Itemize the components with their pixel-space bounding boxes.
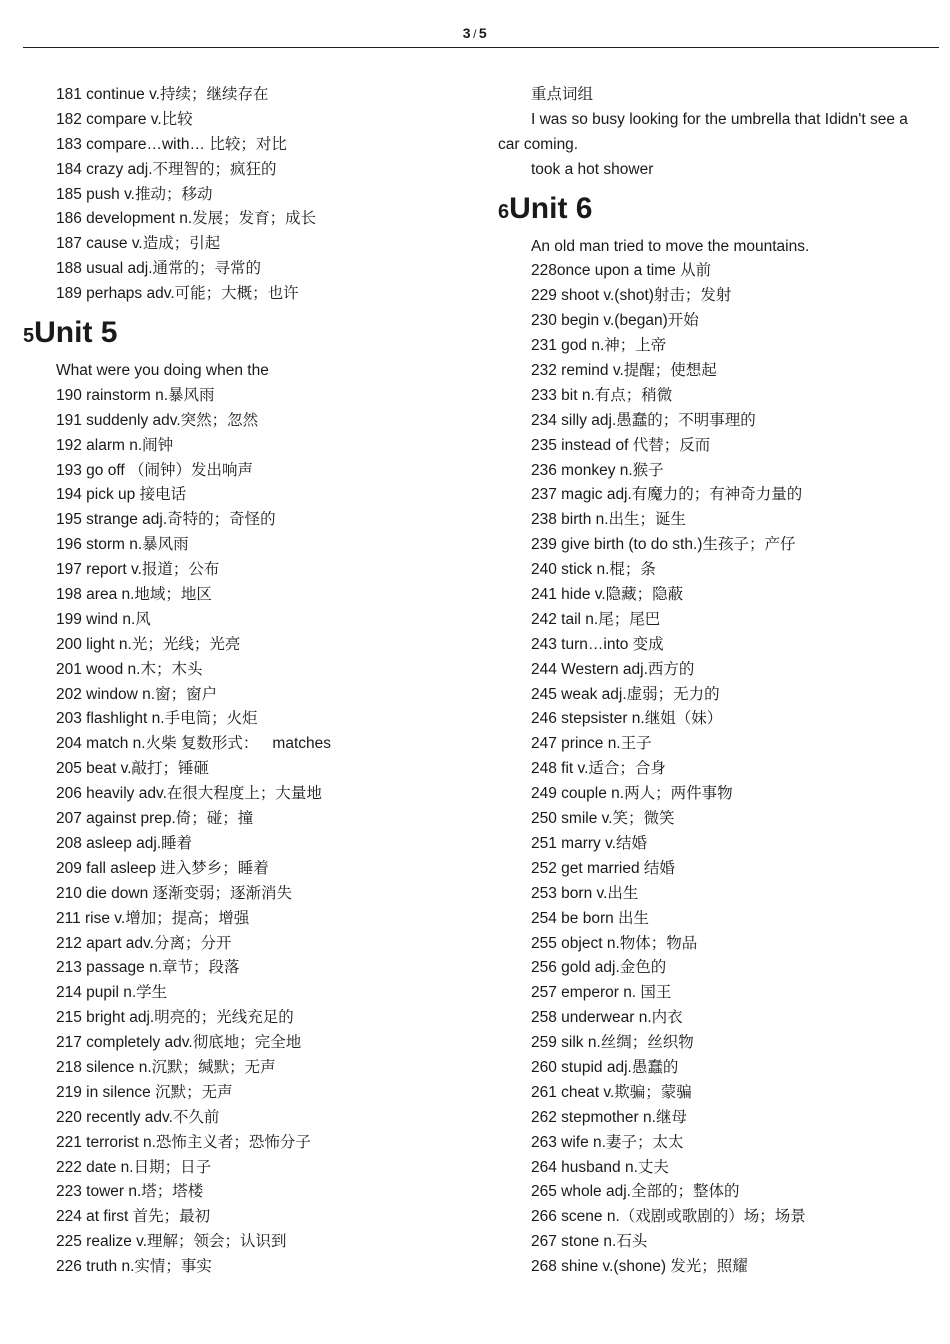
vocab-entry: 184 crazy adj.不理智的；疯狂的 — [56, 160, 277, 178]
vocab-entry: 215 bright adj.明亮的；光线充足的 — [56, 1009, 294, 1027]
vocab-entry: 262 stepmother n.继母 — [531, 1108, 687, 1126]
vocab-entry: 248 fit v.适合；合身 — [531, 760, 666, 778]
vocab-entry: 263 wife n.妻子；太太 — [531, 1133, 684, 1151]
vocab-entry: 219 in silence 沉默；无声 — [56, 1083, 233, 1101]
vocab-entry: 211 rise v.增加；提高；增强 — [56, 909, 250, 927]
vocab-entry: 196 storm n.暴风雨 — [56, 536, 189, 554]
vocab-entry-match — [23, 732, 473, 757]
vocab-entry: 201 wood n.木；木头 — [56, 660, 203, 678]
vocab-entry: 234 silly adj.愚蠢的；不明事理的 — [531, 411, 756, 429]
vocab-entry: 246 stepsister n.继姐（妹） — [531, 710, 723, 728]
vocab-entry: 249 couple n.两人；两件事物 — [531, 785, 733, 803]
vocab-entry: 240 stick n.棍；条 — [531, 561, 656, 579]
vocab-entry: 260 stupid adj.愚蠢的 — [531, 1058, 679, 1076]
vocab-entry: 247 prince n.王子 — [531, 735, 652, 753]
vocab-entry: 183 compare…with… 比较；对比 — [56, 135, 287, 153]
vocab-entry: 185 push v.推动；移动 — [56, 185, 213, 203]
vocab-entry: 194 pick up 接电话 — [56, 486, 187, 504]
vocab-entry: 235 instead of 代替；反而 — [531, 436, 711, 454]
vocab-entry: 202 window n.窗；窗户 — [56, 685, 218, 703]
right-column — [498, 83, 946, 1280]
vocab-entry: 187 cause v.造成；引起 — [56, 235, 221, 253]
page-current: 3 — [462, 25, 472, 41]
vocab-entry: 229 shoot v.(shot)射击；发射 — [531, 287, 732, 305]
unit-6-number: 6 — [498, 200, 510, 223]
vocab-entry: 252 get married 结婚 — [531, 859, 675, 877]
vocab-entry: 190 rainstorm n.暴风雨 — [56, 386, 215, 404]
vocab-entry: 268 shine v.(shone) 发光；照耀 — [531, 1258, 748, 1276]
left-column — [23, 83, 473, 1280]
vocab-entry: 213 passage n.章节；段落 — [56, 959, 240, 977]
vocab-entry: 217 completely adv.彻底地；完全地 — [56, 1034, 302, 1052]
header-rule — [23, 47, 939, 48]
vocab-entry: 208 asleep adj.睡着 — [56, 834, 193, 852]
vocab-entry: 186 development n.发展；发育；成长 — [56, 210, 317, 228]
unit-5-number: 5 — [23, 325, 35, 348]
key-phrases-label: 重点词组 — [531, 86, 594, 103]
vocab-entry: 197 report v.报道；公布 — [56, 561, 220, 579]
vocab-entry: 209 fall asleep 进入梦乡；睡着 — [56, 859, 269, 877]
vocab-entry: 258 underwear n.内衣 — [531, 1009, 683, 1027]
example-sentence-line-1: I was so busy looking for the umbrella that Ididn't see a — [531, 110, 908, 128]
vocab-entry: 200 light n.光；光线；光亮 — [56, 635, 241, 653]
vocab-entry: 233 bit n.有点；稍微 — [531, 386, 673, 404]
vocab-entry: 239 give birth (to do sth.)生孩子；产仔 — [531, 536, 796, 554]
vocab-entry: 221 terrorist n.恐怖主义者；恐怖分子 — [56, 1133, 311, 1151]
vocab-entry: 207 against prep.倚；碰；撞 — [56, 810, 254, 828]
vocab-entry: 203 flashlight n.手电筒；火炬 — [56, 710, 258, 728]
page-number — [0, 25, 950, 41]
vocab-entry: 266 scene n.（戏剧或歌剧的）场；场景 — [531, 1208, 806, 1226]
vocab-entry: 267 stone n.石头 — [531, 1233, 648, 1251]
vocab-entry: 195 strange adj.奇特的；奇怪的 — [56, 511, 276, 529]
vocab-entry: 265 whole adj.全部的；整体的 — [531, 1183, 740, 1201]
vocab-entry: 210 die down 逐渐变弱；逐渐消失 — [56, 884, 293, 902]
unit-5-heading — [23, 307, 473, 359]
vocab-entry: 199 wind n.风 — [56, 610, 151, 628]
vocab-entry: 188 usual adj.通常的；寻常的 — [56, 260, 262, 278]
vocab-entry-text: 204 match n.火柴 复数形式： — [56, 735, 259, 753]
vocab-entry: 224 at first 首先；最初 — [56, 1208, 211, 1226]
vocab-entry: 223 tower n.塔；塔楼 — [56, 1183, 204, 1201]
vocab-entry: 241 hide v.隐藏；隐蔽 — [531, 586, 684, 604]
vocab-entry: 251 marry v.结婚 — [531, 834, 647, 852]
vocab-entry: 256 gold adj.金色的 — [531, 959, 667, 977]
vocab-entry: 198 area n.地域；地区 — [56, 586, 212, 604]
vocab-entry: 237 magic adj.有魔力的；有神奇力量的 — [531, 486, 803, 504]
vocab-entry: 220 recently adv.不久前 — [56, 1108, 220, 1126]
page-total: 5 — [478, 25, 488, 41]
vocab-entry: 214 pupil n.学生 — [56, 984, 168, 1002]
vocab-entry: 254 be born 出生 — [531, 909, 650, 927]
vocab-entry: 182 compare v.比较 — [56, 110, 193, 128]
vocab-entry: 244 Western adj.西方的 — [531, 660, 695, 678]
vocab-entry: 255 object n.物体；物品 — [531, 934, 698, 952]
match-plural: matches — [272, 735, 332, 753]
vocab-entry: 225 realize v.理解；领会；认识到 — [56, 1233, 287, 1251]
vocab-entry: 226 truth n.实情；事实 — [56, 1258, 212, 1276]
vocab-entry: 259 silk n.丝绸；丝织物 — [531, 1034, 694, 1052]
vocab-entry: 264 husband n.丈夫 — [531, 1158, 669, 1176]
unit-6-heading — [498, 183, 946, 235]
vocab-entry: 257 emperor n. 国王 — [531, 984, 672, 1002]
vocab-entry: 222 date n.日期；日子 — [56, 1158, 212, 1176]
vocab-entry: 243 turn…into 变成 — [531, 635, 664, 653]
vocab-entry: 261 cheat v.欺骗；蒙骗 — [531, 1083, 692, 1101]
vocab-entry: 191 suddenly adv.突然；忽然 — [56, 411, 259, 429]
example-sentence-line-2: car coming. — [498, 135, 579, 153]
vocab-entry: 205 beat v.敲打；锤砸 — [56, 760, 210, 778]
vocab-entry: 253 born v.出生 — [531, 884, 639, 902]
page-separator: / — [473, 27, 477, 41]
vocab-entry: 236 monkey n.猴子 — [531, 461, 664, 479]
vocab-entry: 206 heavily adv.在很大程度上；大量地 — [56, 785, 322, 803]
vocab-entry: 242 tail n.尾；尾巴 — [531, 610, 661, 628]
unit-6-title: Unit 6 — [509, 191, 593, 225]
vocab-entry: 245 weak adj.虚弱；无力的 — [531, 685, 720, 703]
vocab-entry: 230 begin v.(began)开始 — [531, 312, 699, 330]
vocab-entry: 238 birth n.出生；诞生 — [531, 511, 687, 529]
vocab-entry: 189 perhaps adv.可能；大概；也许 — [56, 285, 299, 303]
vocab-entry: 212 apart adv.分离；分开 — [56, 934, 232, 952]
vocab-entry: 181 continue v.持续；继续存在 — [56, 86, 269, 103]
vocab-entry: 192 alarm n.闹钟 — [56, 436, 174, 454]
unit-6-intro: An old man tried to move the mountains. — [531, 237, 810, 255]
unit-5-title: Unit 5 — [34, 316, 118, 350]
vocab-entry: 231 god n.神；上帝 — [531, 337, 667, 355]
vocab-entry: 218 silence n.沉默；缄默；无声 — [56, 1058, 276, 1076]
vocab-entry: 193 go off （闹钟）发出响声 — [56, 461, 253, 479]
vocab-entry: 228once upon a time 从前 — [531, 262, 712, 280]
vocab-entry: 250 smile v.笑；微笑 — [531, 810, 675, 828]
unit-5-intro: What were you doing when the — [56, 362, 269, 380]
vocab-entry: 232 remind v.提醒；使想起 — [531, 362, 717, 380]
example-phrase: took a hot shower — [531, 160, 654, 178]
